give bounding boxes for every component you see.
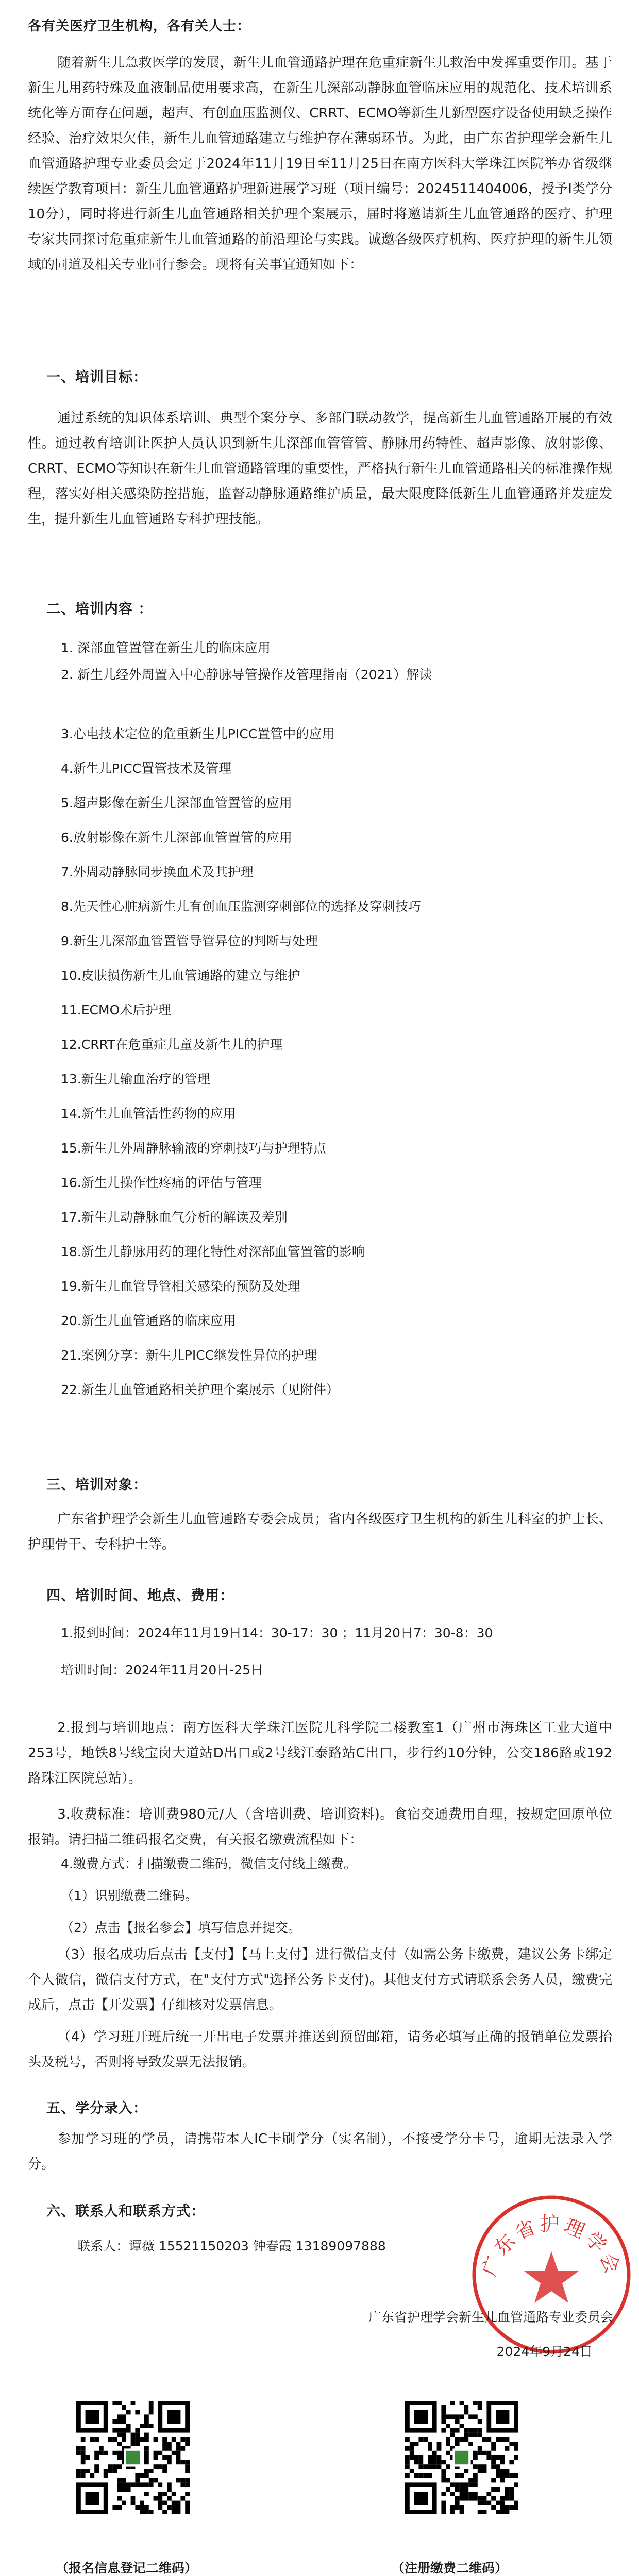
content-item: 17.新生儿动静脉血气分析的解读及差别: [61, 1210, 288, 1225]
schedule-training-time: 培训时间：2024年11月20日-25日: [61, 1663, 264, 1677]
payment-qr-caption: （注册缴费二维码）: [392, 2561, 508, 2575]
signature-date: 2024年9月24日: [496, 2344, 593, 2359]
schedule-fee: 3.收费标准：培训费980元/人（含培训费、培训资料)。食宿交通费用自理，按规定回原单位报销。请扫描二维码报名交费，有关报名缴费流程如下：: [28, 1807, 612, 1848]
schedule-step-2: （2）点击【报名参会】填写信息并提交。: [61, 1920, 301, 1935]
payment-qr-code[interactable]: [405, 2401, 518, 2514]
content-item: 20.新生儿血管通路的临床应用: [61, 1313, 236, 1328]
official-seal: [466, 2190, 636, 2360]
target-paragraph: 广东省护理学会新生儿血管通路专委会成员；省内各级医疗卫生机构的新生儿科室的护士长、护理骨干、专科护士等。: [28, 1512, 612, 1552]
content-item: 3.心电技术定位的危重新生儿PICC置管中的应用: [61, 726, 335, 741]
schedule-location: 2.报到与培训地点：南方医科大学珠江医院儿科学院二楼教室1（广州市海珠区工业大道中253号，地铁8号线宝岗大道站D出口或2号线江泰路站C出口，步行约10分钟，公交186路或192路珠江医院总站）。: [28, 1720, 612, 1786]
schedule-heading: 四、培训时间、地点、费用：: [46, 1588, 234, 1604]
content-item: 7.外周动静脉同步换血术及其护理: [61, 865, 254, 879]
intro-paragraph: 随着新生儿急救医学的发展，新生儿血管通路护理在危重症新生儿救治中发挥重要作用。基于新生儿用药特殊及血液制品使用要求高，在新生儿深部动静脉血管临床应用的规范化、技术培训系统化等方面存在问题，超声、有创血压监测仪、CRRT、ECMO等新生儿新型医疗设备使用缺乏操作经验、治疗效果欠佳，新生儿血管通路建立与维护存在薄弱环节。为此，由广东省护理学会新生儿血管通路护理专业委员会定于2024年11月19日至11月25日在南方医科大学珠江医院举办省级继续医学教育项目：新生儿血管通路护理新进展学习班（项目编号：2024511404006，授予I类学分10分），同时将进行新生儿血管通路相关护理个案展示，届时将邀请新生儿血管通路的医疗、护理专家共同探讨危重症新生儿血管通路的前沿理论与实践。诚邀各级医疗机构、医疗护理的新生儿领域的同道及相关专业同行参会。现将有关事宜通知如下：: [28, 55, 612, 273]
content-item: 2. 新生儿经外周置入中心静脉导管操作及管理指南（2021）解读: [61, 667, 432, 682]
content-item: 9.新生儿深部血管置管导管异位的判断与处理: [61, 934, 318, 948]
content-item: 11.ECMO术后护理: [61, 1003, 172, 1018]
contact-line: 联系人：谭薇 15521150203 钟春霞 13189097888: [77, 2239, 386, 2253]
schedule-step-4: （4）学习班开班后统一开出电子发票并推送到预留邮箱，请务必填写正确的报销单位发票抬头及税号，否则将导致发票无法报销。: [28, 2029, 612, 2070]
seal-text: 广东省护理学会: [477, 2213, 626, 2280]
content-item: 8.先天性心脏病新生儿有创血压监测穿刺部位的选择及穿刺技巧: [61, 899, 421, 914]
content-item: 12.CRRT在危重症儿童及新生儿的护理: [61, 1037, 283, 1052]
credit-heading: 五、学分录入：: [46, 2100, 147, 2116]
content-item: 15.新生儿外周静脉输液的穿刺技巧与护理特点: [61, 1141, 326, 1156]
contact-heading: 六、联系人和联系方式：: [46, 2204, 205, 2219]
content-item: 5.超声影像在新生儿深部血管置管的应用: [61, 795, 292, 810]
content-item: 13.新生儿输血治疗的管理: [61, 1072, 210, 1087]
seal-star-icon: [524, 2251, 579, 2303]
credit-paragraph: 参加学习班的学员，请携带本人IC卡刷学分（实名制），不接受学分卡号，逾期无法录入学分。: [28, 2131, 612, 2172]
content-item: 14.新生儿血管活性药物的应用: [61, 1106, 236, 1121]
registration-qr-caption: （报名信息登记二维码）: [56, 2561, 198, 2575]
content-item: 19.新生儿血管导管相关感染的预防及处理: [61, 1279, 300, 1294]
content-item: 6.放射影像在新生儿深部血管置管的应用: [61, 830, 292, 845]
signature-org: 广东省护理学会新生儿血管通路专业委员会: [368, 2310, 613, 2325]
qr-code-icon: [76, 2401, 190, 2514]
schedule-step-1: （1）识别缴费二维码。: [61, 1888, 198, 1903]
schedule-step-3: （3）报名成功后点击【支付】【马上支付】进行微信支付（如需公务卡缴费，建议公务卡绑定个人微信，微信支付方式，在"支付方式"选择公务卡支付)。其他支付方式请联系会务人员，缴费完成后，点击【开发票】仔细核对发票信息。: [28, 1947, 612, 2013]
qr-code-icon: [405, 2401, 518, 2514]
content-item: 10.皮肤损伤新生儿血管通路的建立与维护: [61, 968, 300, 983]
goal-paragraph: 通过系统的知识体系培训、典型个案分享、多部门联动教学，提高新生儿血管通路开展的有效性。通过教育培训让医护人员认识到新生儿深部血管管管、静脉用药特性、超声影像、放射影像、CRRT、ECMO等知识在新生儿血管通路管理的重要性，严格执行新生儿血管通路相关的标准操作规程，落实好相关感染防控措施，监督动静脉通路维护质量，最大限度降低新生儿血管通路并发症发生，提升新生儿血管通路专科护理技能。: [28, 411, 612, 527]
content-item: 1. 深部血管置管在新生儿的临床应用: [61, 640, 271, 655]
content-heading: 二、培训内容 ：: [46, 601, 153, 617]
target-heading: 三、培训对象：: [46, 1477, 147, 1493]
content-item: 21.案例分享：新生儿PICC继发性异位的护理: [61, 1348, 317, 1363]
registration-qr-code[interactable]: [76, 2401, 190, 2514]
content-item: 18.新生儿静脉用药的理化特性对深部血管置管的影响: [61, 1244, 365, 1259]
content-item: 16.新生儿操作性疼痛的评估与管理: [61, 1175, 262, 1190]
content-item: 22.新生儿血管通路相关护理个案展示（见附件）: [61, 1382, 339, 1397]
schedule-checkin: 1.报到时间：2024年11月19日14：30-17：30 ；11月20日7：30-8：30: [61, 1625, 493, 1640]
salutation: 各有关医疗卫生机构，各有关人士：: [28, 19, 251, 34]
content-item: 4.新生儿PICC置管技术及管理: [61, 761, 232, 776]
goal-heading: 一、培训目标：: [46, 369, 147, 385]
schedule-payment-method: 4.缴费方式：扫描缴费二维码，微信支付线上缴费。: [61, 1856, 357, 1871]
